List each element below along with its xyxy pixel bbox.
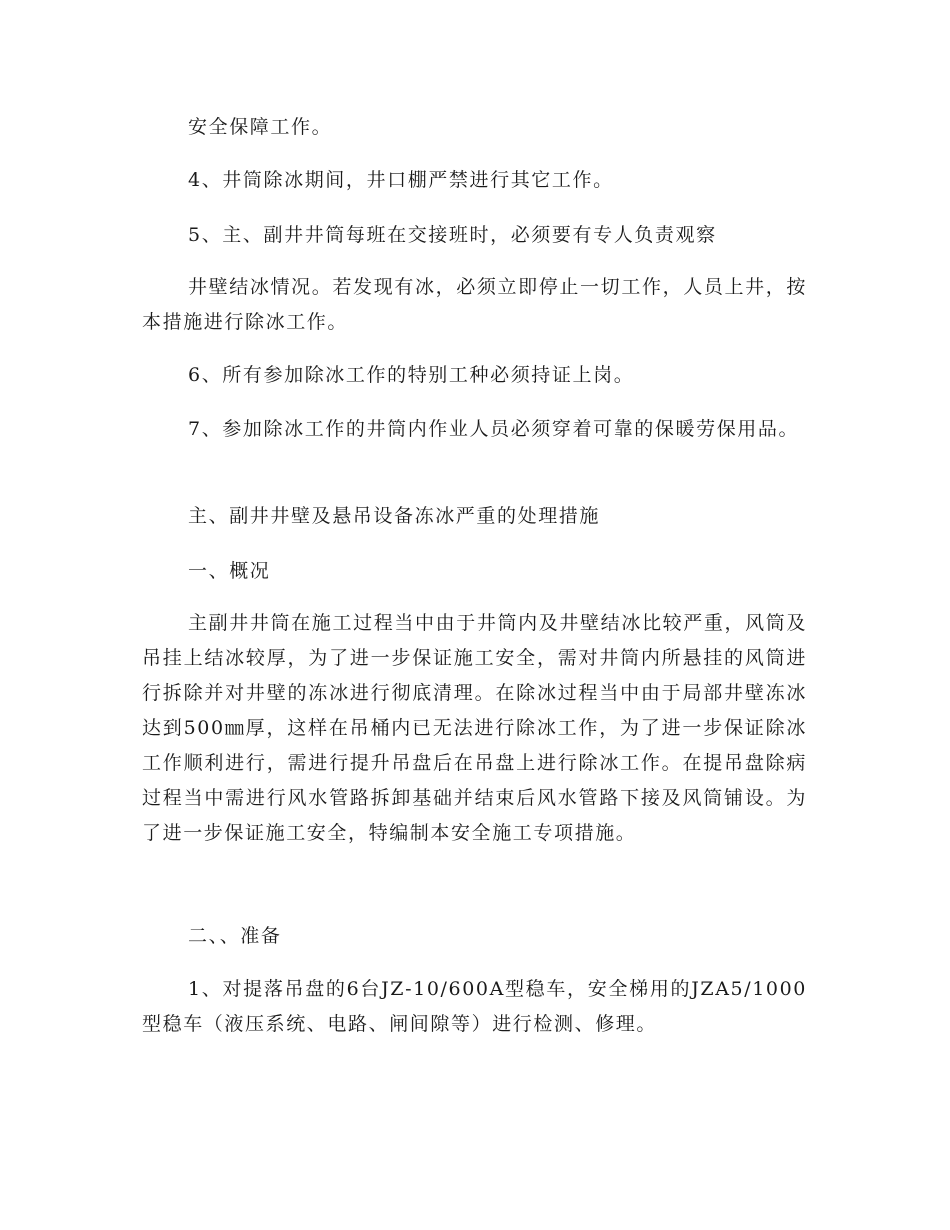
section-heading-measures: 主、副井井壁及悬吊设备冻冰严重的处理措施 <box>188 505 601 527</box>
paragraph-item-5-continued: 井壁结冰情况。若发现有冰，必须立即停止一切工作，人员上井，按本措施进行除冰工作。 <box>142 276 807 333</box>
paragraph-safety-end: 安全保障工作。 <box>188 116 333 138</box>
paragraph-item-7: 7、参加除冰工作的井筒内作业人员必须穿着可靠的保暖劳保用品。 <box>188 418 800 440</box>
paragraph-preparation-item-1: 1、对提落吊盘的6台JZ-10/600A型稳车，安全梯用的JZA5/1000型稳车（液压系统、电路、闸间隙等）进行检测、修理。 <box>142 978 807 1035</box>
paragraph-item-4: 4、井筒除冰期间，井口棚严禁进行其它工作。 <box>188 169 614 191</box>
paragraph-overview-body: 主副井井筒在施工过程当中由于井筒内及井壁结冰比较严重，风筒及吊挂上结冰较厚，为了进一步保证施工安全，需对井筒内所悬挂的风筒进行拆除并对井壁的冻冰进行彻底清理。在除冰过程当中由于局部井壁冻冰达到500㎜厚，这样在吊桶内已无法进行除冰工作，为了进一步保证除冰工作顺利进行，需进行提升吊盘后在吊盘上进行除冰工作。在提吊盘除病过程当中需进行风水管路拆卸基础并结束后风水管路下接及风筒铺设。为了进一步保证施工安全，特编制本安全施工专项措施。 <box>142 612 807 844</box>
section-heading-overview: 一、概况 <box>188 560 271 582</box>
paragraph-item-6: 6、所有参加除冰工作的特别工种必须持证上岗。 <box>188 364 635 386</box>
section-heading-preparation: 二、、准备 <box>188 925 282 947</box>
paragraph-item-5: 5、主、副井井筒每班在交接班时，必须要有专人负责观察 <box>188 224 717 246</box>
